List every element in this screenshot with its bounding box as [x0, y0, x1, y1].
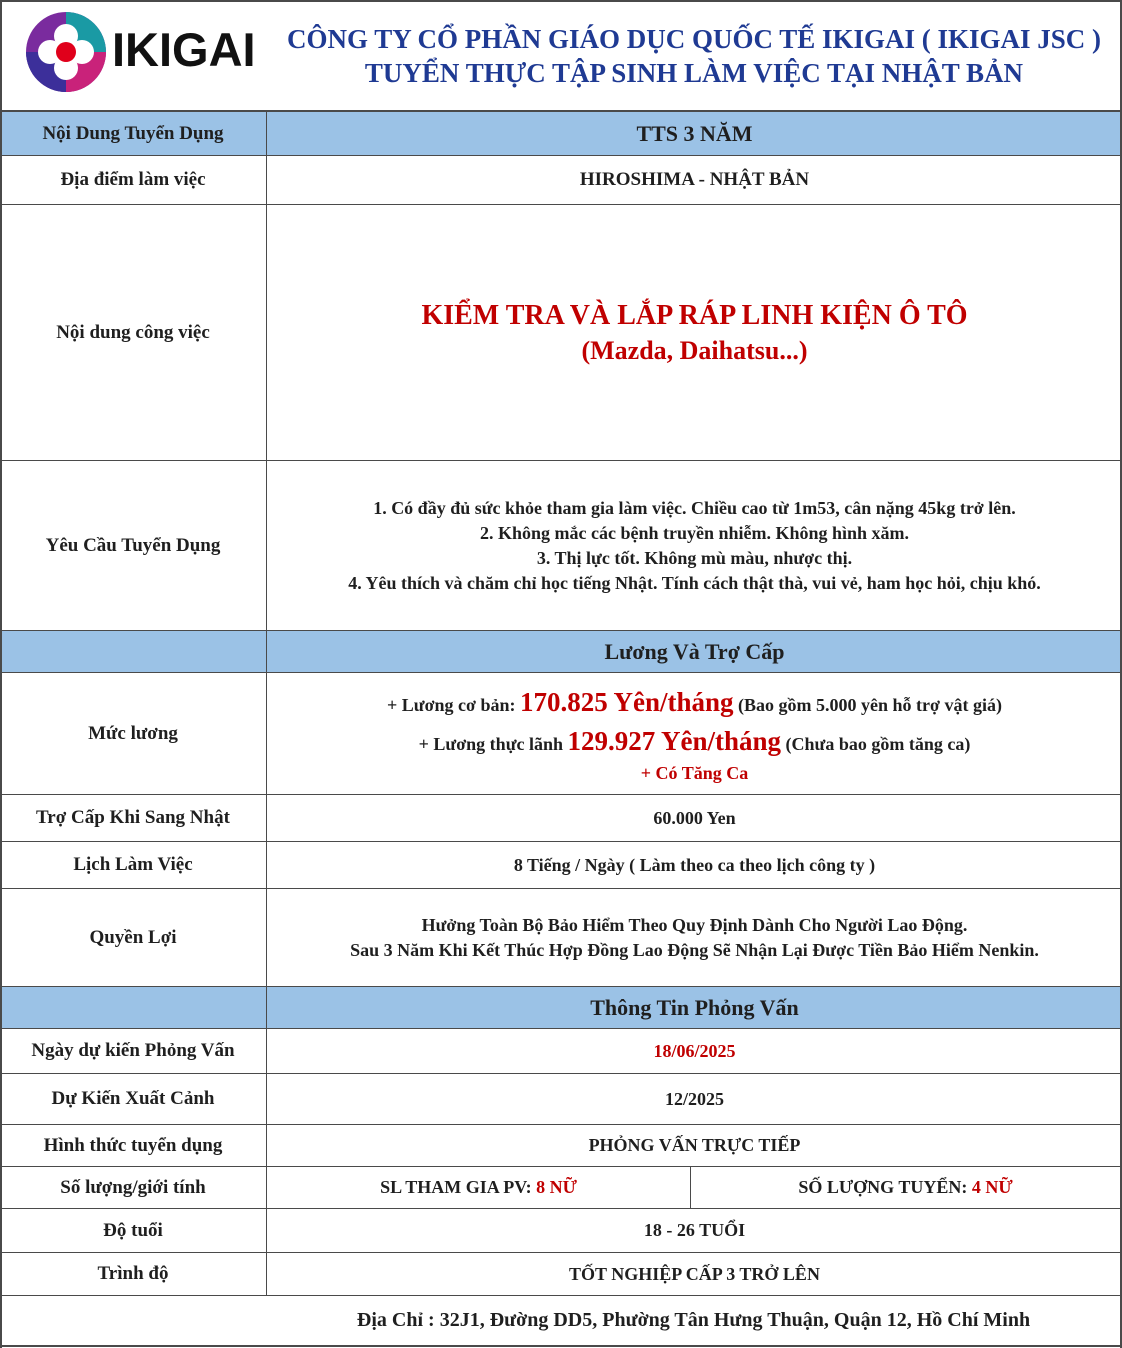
requirement-item: 4. Yêu thích và chăm chỉ học tiếng Nhật. Tính cách thật thà, vui vẻ, ham học hỏi, chịu khó. — [348, 572, 1041, 593]
recruit-form-value: PHỎNG VẤN TRỰC TIẾP — [588, 1135, 801, 1155]
net-wage-line — [419, 723, 971, 762]
hire-quantity — [691, 1167, 1120, 1208]
work-title: KIỂM TRA VÀ LẮP RÁP LINH KIỆN Ô TÔ — [421, 299, 968, 331]
work-label: Nội dung công việc — [56, 321, 210, 343]
company-header — [268, 22, 1120, 90]
program-title: TTS 3 NĂM — [636, 120, 753, 146]
requirements-label: Yêu Cầu Tuyển Dụng — [45, 534, 221, 556]
allowance-value: 60.000 Yen — [653, 807, 736, 828]
attend-value: 8 NỮ — [536, 1177, 577, 1197]
attend-quantity — [267, 1167, 690, 1208]
net-wage-note: (Chưa bao gồm tăng ca) — [785, 733, 971, 754]
company-logo — [24, 10, 109, 95]
hire-prefix: SỐ LƯỢNG TUYỂN: — [798, 1177, 968, 1197]
logo-mark-icon — [24, 10, 109, 95]
location-value: HIROSHIMA - NHẬT BẢN — [579, 169, 810, 190]
age-value: 18 - 26 TUỔI — [643, 1220, 746, 1240]
wage-details — [267, 673, 1122, 794]
interview-date-value: 18/06/2025 — [653, 1040, 736, 1061]
net-wage-amount: 129.927 Yên/tháng — [567, 725, 782, 756]
departure-label: Dự Kiến Xuất Cảnh — [51, 1088, 215, 1109]
basic-wage-amount: 170.825 Yên/tháng — [520, 686, 734, 717]
requirement-item: 2. Không mắc các bệnh truyền nhiễm. Không hình xăm. — [479, 522, 910, 543]
logo-text: IKIGAI — [112, 23, 256, 76]
basic-wage-prefix: + Lương cơ bản: — [387, 694, 516, 715]
footer-address: Địa Chỉ : 32J1, Đường DD5, Phường Tân Hưng Thuận, Quận 12, Hồ Chí Minh — [356, 1309, 1031, 1331]
education-value: TỐT NGHIỆP CẤP 3 TRỞ LÊN — [569, 1263, 820, 1284]
work-content — [267, 205, 1122, 460]
salary-section-title: Lương Và Trợ Cấp — [604, 638, 785, 664]
allowance-label: Trợ Cấp Khi Sang Nhật — [36, 807, 230, 828]
requirements-list — [267, 461, 1122, 630]
benefits-value — [267, 889, 1122, 986]
location-label: Địa điểm làm việc — [60, 169, 206, 190]
page-headline: TUYỂN THỰC TẬP SINH LÀM VIỆC TẠI NHẬT BẢN — [364, 58, 1024, 88]
quantity-label: Số lượng/giới tính — [60, 1176, 206, 1198]
basic-wage-line — [387, 684, 1002, 723]
interview-date-label: Ngày dự kiến Phỏng Vấn — [31, 1040, 235, 1061]
basic-wage-note: (Bao gồm 5.000 yên hỗ trợ vật giá) — [738, 694, 1002, 715]
section-label-job: Nội Dung Tuyển Dụng — [42, 122, 224, 144]
net-wage-prefix: + Lương thực lãnh — [418, 733, 564, 754]
attend-prefix: SL THAM GIA PV: — [380, 1177, 532, 1197]
benefit-line: Sau 3 Năm Khi Kết Thúc Hợp Đồng Lao Động Sẽ Nhận Lại Được Tiền Bảo Hiểm Nenkin. — [350, 939, 1039, 960]
recruit-form-label: Hình thức tuyển dụng — [43, 1134, 223, 1156]
requirement-item: 1. Có đầy đủ sức khỏe tham gia làm việc. Chiều cao từ 1m53, cân nặng 45kg trở lên. — [373, 497, 1016, 518]
company-name: CÔNG TY CỔ PHẦN GIÁO DỤC QUỐC TẾ IKIGAI ( IKIGAI JSC ) — [286, 24, 1102, 54]
schedule-label: Lịch Làm Việc — [73, 854, 193, 875]
work-subtitle: (Mazda, Daihatsu...) — [581, 335, 808, 365]
education-label: Trình độ — [97, 1263, 169, 1284]
hire-value: 4 NỮ — [971, 1177, 1013, 1197]
overtime-note: + Có Tăng Ca — [640, 762, 749, 783]
interview-section-title: Thông Tin Phỏng Vấn — [590, 994, 799, 1020]
age-label: Độ tuổi — [103, 1219, 163, 1241]
schedule-value: 8 Tiếng / Ngày ( Làm theo ca theo lịch công ty ) — [513, 854, 876, 875]
benefit-line: Hưởng Toàn Bộ Bảo Hiểm Theo Quy Định Dành Cho Người Lao Động. — [421, 914, 968, 935]
wage-label: Mức lương — [88, 722, 178, 744]
benefits-label: Quyền Lợi — [89, 926, 177, 948]
departure-value: 12/2025 — [664, 1088, 724, 1109]
requirement-item: 3. Thị lực tốt. Không mù màu, nhược thị. — [536, 547, 853, 568]
